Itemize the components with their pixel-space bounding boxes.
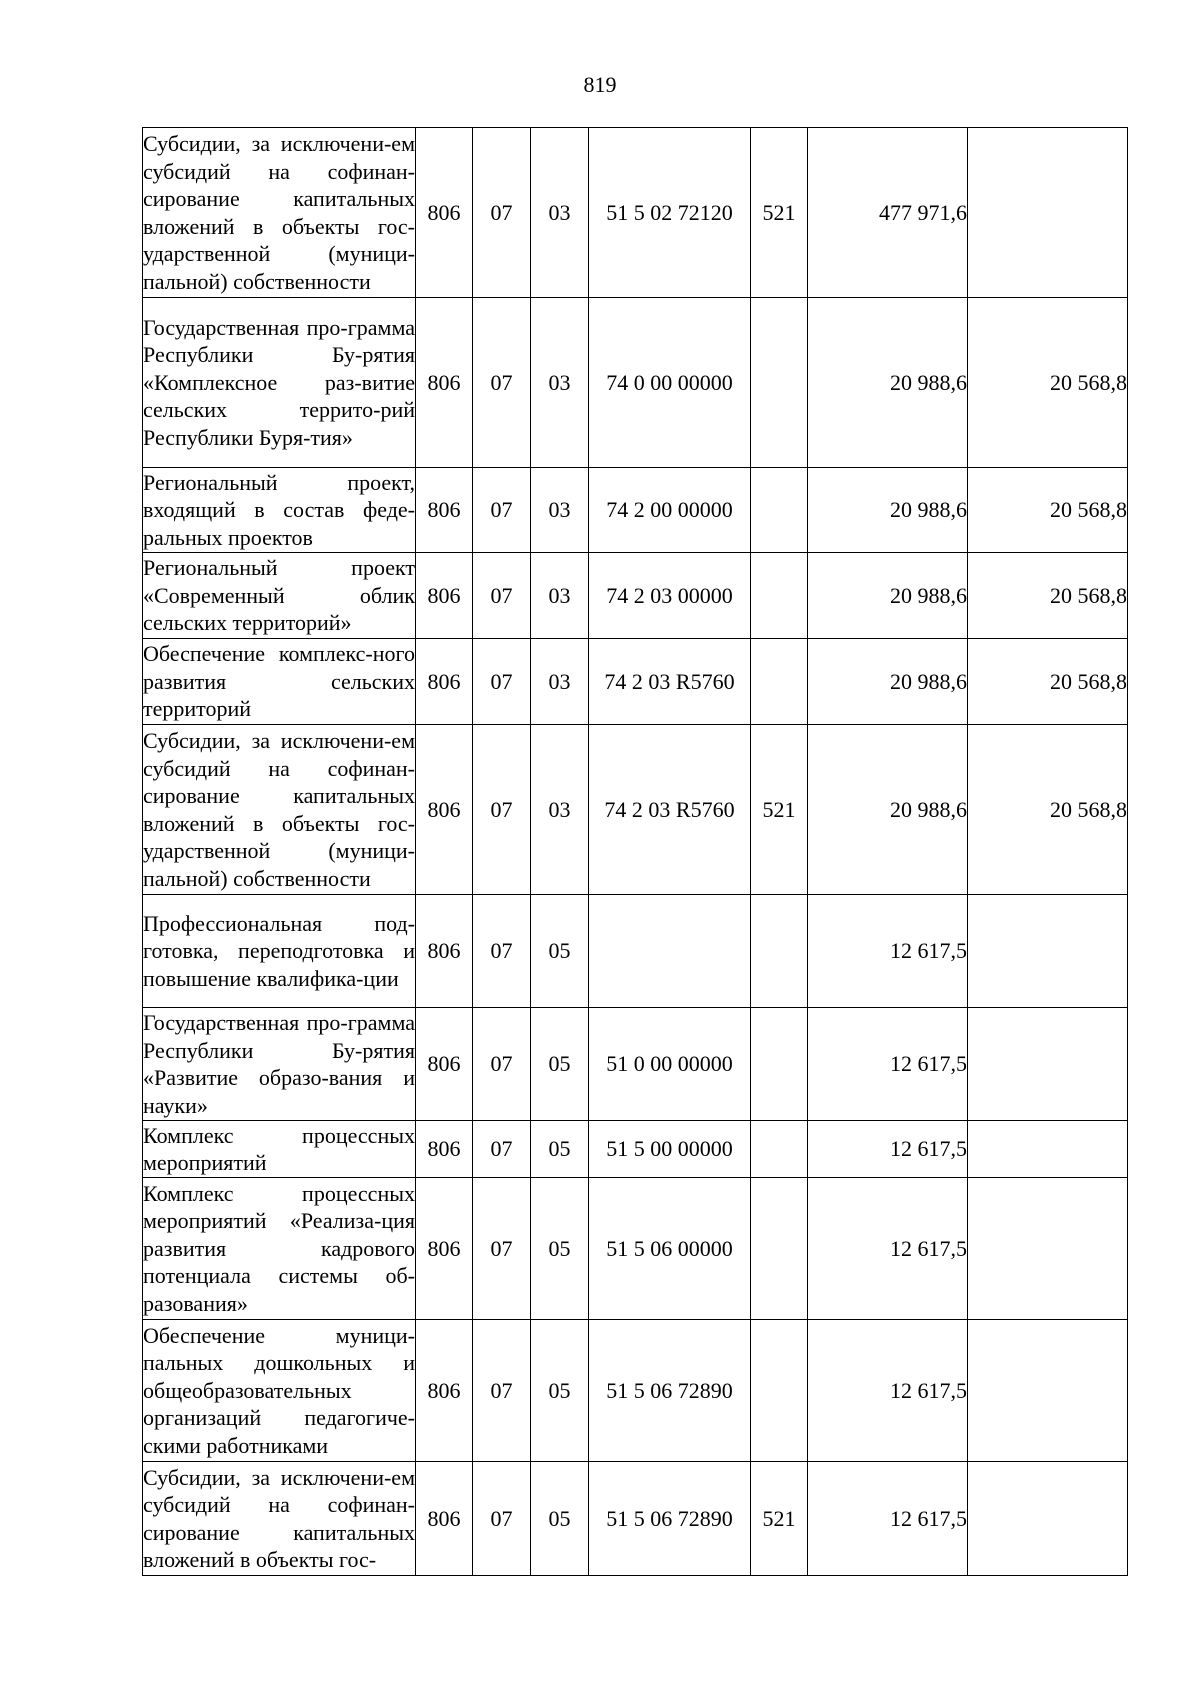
row-grbs-cell: 806 <box>416 553 473 639</box>
row-expense-type-cell <box>751 639 808 725</box>
row-amount-1-cell: 477 971,6 <box>808 128 968 298</box>
row-grbs-cell: 806 <box>416 1462 473 1576</box>
row-name-cell: Государственная про-грамма Республики Бу-рятия «Развитие образо-вания и науки» <box>143 1008 416 1121</box>
row-target-article-cell: 74 0 00 00000 <box>589 298 751 468</box>
row-subsection-cell: 05 <box>531 895 589 1008</box>
row-subsection-cell: 03 <box>531 725 589 895</box>
row-expense-type-cell: 521 <box>751 725 808 895</box>
row-expense-type-cell <box>751 553 808 639</box>
row-grbs-cell: 806 <box>416 725 473 895</box>
row-expense-type-cell <box>751 1008 808 1121</box>
row-section-cell: 07 <box>473 1008 531 1121</box>
row-target-article-cell: 51 5 06 72890 <box>589 1462 751 1576</box>
row-amount-1-cell: 20 988,6 <box>808 725 968 895</box>
row-amount-2-cell <box>968 1178 1128 1320</box>
row-section-cell: 07 <box>473 1178 531 1320</box>
row-name-cell: Субсидии, за исключени-ем субсидий на софинан-сирование капитальных вложений в объекты гос- <box>143 1462 416 1576</box>
row-section-cell: 07 <box>473 895 531 1008</box>
row-section-cell: 07 <box>473 1121 531 1178</box>
table-row <box>143 1178 1128 1320</box>
row-grbs-cell: 806 <box>416 128 473 298</box>
row-amount-1-cell: 20 988,6 <box>808 468 968 553</box>
row-grbs-cell: 806 <box>416 639 473 725</box>
row-section-cell: 07 <box>473 725 531 895</box>
row-name-cell: Обеспечение муници-пальных дошкольных и общеобразовательных организаций педагогиче-скими работниками <box>143 1320 416 1462</box>
row-subsection-cell: 03 <box>531 298 589 468</box>
budget-table <box>142 127 1128 1576</box>
row-grbs-cell: 806 <box>416 1008 473 1121</box>
row-amount-1-cell: 12 617,5 <box>808 1320 968 1462</box>
row-amount-1-cell: 12 617,5 <box>808 1121 968 1178</box>
row-amount-2-cell <box>968 895 1128 1008</box>
table-row <box>143 1008 1128 1121</box>
row-amount-2-cell <box>968 1320 1128 1462</box>
row-name-cell: Комплекс процессных мероприятий «Реализа-ция развития кадрового потенциала системы об-разования» <box>143 1178 416 1320</box>
table-row <box>143 553 1128 639</box>
row-target-article-cell: 51 5 02 72120 <box>589 128 751 298</box>
table-body <box>143 128 1128 1576</box>
row-section-cell: 07 <box>473 1462 531 1576</box>
table-row <box>143 639 1128 725</box>
row-section-cell: 07 <box>473 1320 531 1462</box>
row-section-cell: 07 <box>473 298 531 468</box>
table-row <box>143 725 1128 895</box>
row-amount-2-cell: 20 568,8 <box>968 468 1128 553</box>
row-expense-type-cell <box>751 1178 808 1320</box>
row-subsection-cell: 05 <box>531 1121 589 1178</box>
row-grbs-cell: 806 <box>416 1121 473 1178</box>
table-row <box>143 128 1128 298</box>
row-amount-1-cell: 12 617,5 <box>808 1178 968 1320</box>
row-subsection-cell: 03 <box>531 468 589 553</box>
row-grbs-cell: 806 <box>416 468 473 553</box>
row-name-cell: Профессиональная под-готовка, переподготовка и повышение квалифика-ции <box>143 895 416 1008</box>
row-target-article-cell <box>589 895 751 1008</box>
row-name-cell: Субсидии, за исключени-ем субсидий на софинан-сирование капитальных вложений в объекты гос-ударственной (муници-пальной) собственности <box>143 725 416 895</box>
page-number: 819 <box>583 72 617 97</box>
row-subsection-cell: 03 <box>531 553 589 639</box>
table-row <box>143 468 1128 553</box>
row-target-article-cell: 51 5 00 00000 <box>589 1121 751 1178</box>
row-section-cell: 07 <box>473 128 531 298</box>
row-expense-type-cell <box>751 1320 808 1462</box>
row-name-cell: Субсидии, за исключени-ем субсидий на софинан-сирование капитальных вложений в объекты гос-ударственной (муници-пальной) собственности <box>143 128 416 298</box>
row-amount-2-cell: 20 568,8 <box>968 553 1128 639</box>
row-target-article-cell: 74 2 03 R5760 <box>589 725 751 895</box>
row-expense-type-cell <box>751 298 808 468</box>
row-grbs-cell: 806 <box>416 1178 473 1320</box>
row-amount-1-cell: 20 988,6 <box>808 553 968 639</box>
row-section-cell: 07 <box>473 468 531 553</box>
row-expense-type-cell: 521 <box>751 128 808 298</box>
row-amount-1-cell: 12 617,5 <box>808 895 968 1008</box>
table-row <box>143 895 1128 1008</box>
row-amount-2-cell <box>968 1462 1128 1576</box>
table-row <box>143 1121 1128 1178</box>
table-row <box>143 298 1128 468</box>
row-amount-1-cell: 12 617,5 <box>808 1462 968 1576</box>
row-name-cell: Региональный проект, входящий в состав феде-ральных проектов <box>143 468 416 553</box>
row-target-article-cell: 74 2 00 00000 <box>589 468 751 553</box>
table-row <box>143 1462 1128 1576</box>
row-amount-2-cell <box>968 1008 1128 1121</box>
row-expense-type-cell <box>751 468 808 553</box>
row-subsection-cell: 05 <box>531 1178 589 1320</box>
row-subsection-cell: 03 <box>531 639 589 725</box>
row-amount-2-cell: 20 568,8 <box>968 725 1128 895</box>
row-grbs-cell: 806 <box>416 895 473 1008</box>
row-subsection-cell: 03 <box>531 128 589 298</box>
row-name-cell: Государственная про-грамма Республики Бу-рятия «Комплексное раз-витие сельских террито-рий Республики Буря-тия» <box>143 298 416 468</box>
row-amount-1-cell: 20 988,6 <box>808 298 968 468</box>
row-amount-2-cell <box>968 128 1128 298</box>
table-row <box>143 1320 1128 1462</box>
row-expense-type-cell <box>751 895 808 1008</box>
row-target-article-cell: 51 0 00 00000 <box>589 1008 751 1121</box>
row-amount-2-cell: 20 568,8 <box>968 298 1128 468</box>
row-section-cell: 07 <box>473 639 531 725</box>
row-grbs-cell: 806 <box>416 1320 473 1462</box>
row-name-cell: Комплекс процессных мероприятий <box>143 1121 416 1178</box>
row-target-article-cell: 74 2 03 00000 <box>589 553 751 639</box>
row-subsection-cell: 05 <box>531 1462 589 1576</box>
row-subsection-cell: 05 <box>531 1008 589 1121</box>
row-amount-1-cell: 12 617,5 <box>808 1008 968 1121</box>
row-subsection-cell: 05 <box>531 1320 589 1462</box>
row-target-article-cell: 51 5 06 72890 <box>589 1320 751 1462</box>
row-amount-2-cell: 20 568,8 <box>968 639 1128 725</box>
row-amount-2-cell <box>968 1121 1128 1178</box>
row-expense-type-cell <box>751 1121 808 1178</box>
row-section-cell: 07 <box>473 553 531 639</box>
row-target-article-cell: 74 2 03 R5760 <box>589 639 751 725</box>
row-expense-type-cell: 521 <box>751 1462 808 1576</box>
row-grbs-cell: 806 <box>416 298 473 468</box>
row-name-cell: Обеспечение комплекс-ного развития сельских территорий <box>143 639 416 725</box>
row-name-cell: Региональный проект «Современный облик сельских территорий» <box>143 553 416 639</box>
row-amount-1-cell: 20 988,6 <box>808 639 968 725</box>
row-target-article-cell: 51 5 06 00000 <box>589 1178 751 1320</box>
